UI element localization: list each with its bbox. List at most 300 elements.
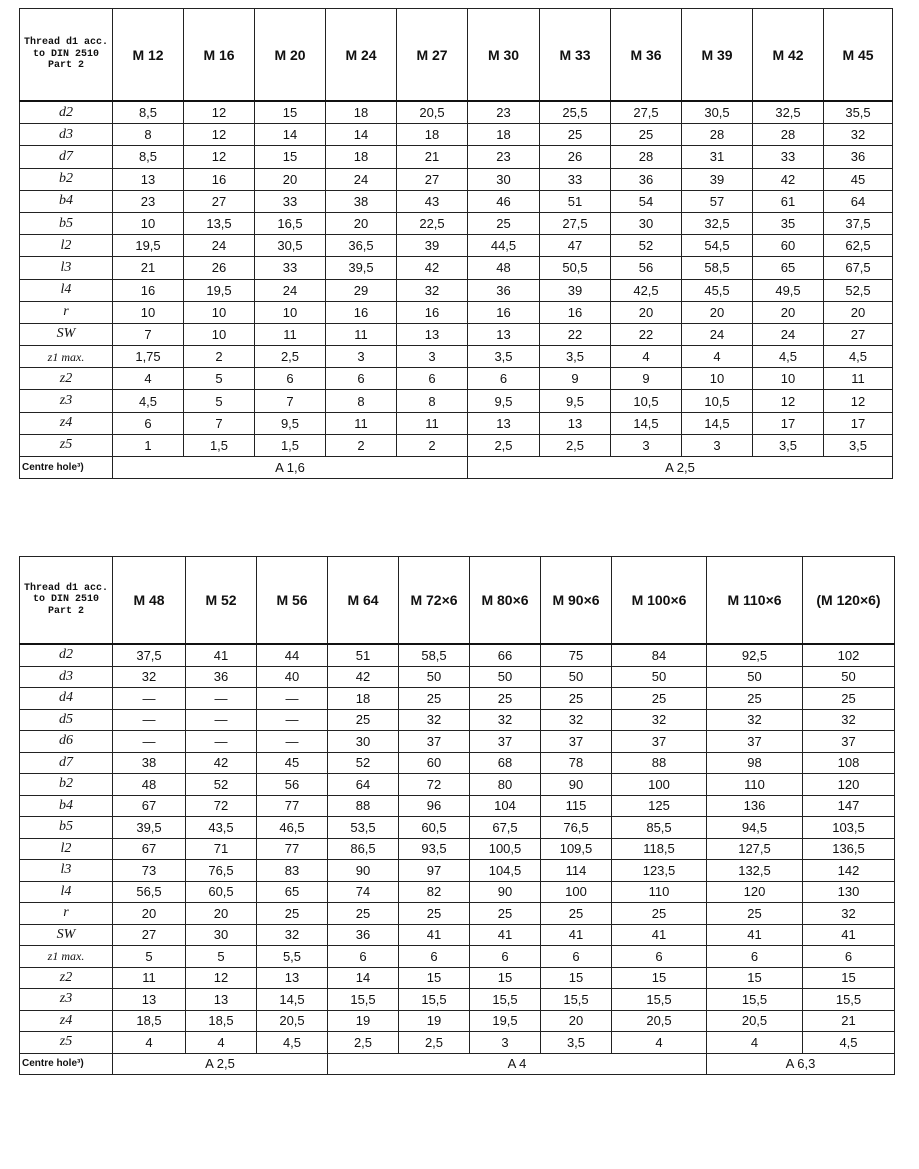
- table-cell: 67,5: [824, 257, 893, 279]
- table-cell: 10: [113, 212, 184, 234]
- table-cell: 6: [612, 946, 707, 968]
- table-cell: 10,5: [611, 390, 682, 412]
- table-cell: 100: [541, 881, 612, 903]
- table-cell: 39: [540, 279, 611, 301]
- table-cell: 71: [186, 838, 257, 860]
- table-cell: 37: [399, 731, 470, 753]
- table-cell: 36: [186, 666, 257, 688]
- centre-hole-label: Centre hole³): [20, 457, 113, 479]
- table-row: [20, 903, 895, 925]
- table-cell: 20: [326, 212, 397, 234]
- table-cell: 13: [468, 412, 540, 434]
- table-cell: 60: [399, 752, 470, 774]
- table-cell: 118,5: [612, 838, 707, 860]
- table-cell: 51: [540, 190, 611, 212]
- table-cell: 44,5: [468, 235, 540, 257]
- table-cell: 60,5: [186, 881, 257, 903]
- row-label: z5: [20, 1032, 113, 1054]
- table-cell: 25: [470, 688, 541, 710]
- table-cell: 3,5: [753, 434, 824, 456]
- table-cell: 27: [184, 190, 255, 212]
- table-cell: 24: [184, 235, 255, 257]
- table-cell: 14,5: [611, 412, 682, 434]
- table-cell: 25: [541, 903, 612, 925]
- table-row: [20, 368, 893, 390]
- table-cell: 25: [707, 903, 803, 925]
- table-cell: 20: [753, 301, 824, 323]
- table-cell: 72: [186, 795, 257, 817]
- table-cell: 57: [682, 190, 753, 212]
- row-label: z3: [20, 989, 113, 1011]
- table-cell: 15,5: [470, 989, 541, 1011]
- table-row: [20, 838, 895, 860]
- table-cell: 15,5: [803, 989, 895, 1011]
- table-cell: 2: [184, 346, 255, 368]
- table-cell: 100: [612, 774, 707, 796]
- table-cell: 102: [803, 644, 895, 666]
- table-cell: —: [186, 688, 257, 710]
- table-cell: 32: [803, 709, 895, 731]
- table-cell: 6: [397, 368, 468, 390]
- row-label: d7: [20, 752, 113, 774]
- table-cell: 15: [707, 967, 803, 989]
- table-cell: 36: [328, 924, 399, 946]
- table-cell: 11: [397, 412, 468, 434]
- table-cell: 11: [255, 323, 326, 345]
- table-cell: 90: [470, 881, 541, 903]
- table-cell: 28: [611, 146, 682, 168]
- table-cell: 49,5: [753, 279, 824, 301]
- thread-size-header: M 30: [468, 9, 540, 102]
- table-cell: 12: [753, 390, 824, 412]
- table-cell: 25: [328, 903, 399, 925]
- table-row: [20, 688, 895, 710]
- thread-size-header: M 100×6: [612, 557, 707, 645]
- table-cell: 10: [184, 323, 255, 345]
- table-cell: 3,5: [824, 434, 893, 456]
- table-cell: 2,5: [255, 346, 326, 368]
- table-cell: 15,5: [612, 989, 707, 1011]
- table-cell: 2: [326, 434, 397, 456]
- table-cell: 62,5: [824, 235, 893, 257]
- table-row: [20, 390, 893, 412]
- table-cell: 45,5: [682, 279, 753, 301]
- table-row: [20, 731, 895, 753]
- table-cell: 9: [540, 368, 611, 390]
- table-cell: 38: [113, 752, 186, 774]
- table-cell: 12: [824, 390, 893, 412]
- table-cell: 19: [328, 1010, 399, 1032]
- table-cell: 88: [612, 752, 707, 774]
- table-cell: 8: [113, 124, 184, 146]
- table-cell: 43: [397, 190, 468, 212]
- table-cell: 28: [682, 124, 753, 146]
- table-cell: 4,5: [113, 390, 184, 412]
- row-label: z4: [20, 1010, 113, 1032]
- table-cell: 16: [184, 168, 255, 190]
- table-cell: 41: [186, 644, 257, 666]
- table-cell: 15: [399, 967, 470, 989]
- table-row: [20, 774, 895, 796]
- thread-size-header: M 90×6: [541, 557, 612, 645]
- table-cell: 147: [803, 795, 895, 817]
- table-cell: 92,5: [707, 644, 803, 666]
- table-cell: 4: [707, 1032, 803, 1054]
- table-cell: 98: [707, 752, 803, 774]
- table-cell: 25: [540, 124, 611, 146]
- table-cell: 44: [257, 644, 328, 666]
- table-cell: 15,5: [541, 989, 612, 1011]
- thread-size-header: M 110×6: [707, 557, 803, 645]
- table-cell: 7: [113, 323, 184, 345]
- table-cell: 6: [399, 946, 470, 968]
- table-cell: 132,5: [707, 860, 803, 882]
- table-cell: 15,5: [399, 989, 470, 1011]
- table-cell: 58,5: [682, 257, 753, 279]
- table-row: [20, 860, 895, 882]
- table-cell: 12: [184, 146, 255, 168]
- table-cell: 32: [824, 124, 893, 146]
- table-cell: 19,5: [470, 1010, 541, 1032]
- row-label: b4: [20, 190, 113, 212]
- table-cell: 7: [255, 390, 326, 412]
- table-cell: 11: [326, 323, 397, 345]
- table-cell: 1,5: [184, 434, 255, 456]
- table-cell: 25: [399, 903, 470, 925]
- table-cell: 23: [468, 101, 540, 124]
- table-row: [20, 346, 893, 368]
- table-cell: 24: [255, 279, 326, 301]
- row-label: b5: [20, 212, 113, 234]
- table-cell: 51: [328, 644, 399, 666]
- row-label: l2: [20, 838, 113, 860]
- table-cell: 15: [470, 967, 541, 989]
- table-cell: 14: [326, 124, 397, 146]
- table-cell: 52: [328, 752, 399, 774]
- table-cell: 13: [257, 967, 328, 989]
- table-row: [20, 124, 893, 146]
- table-cell: 26: [184, 257, 255, 279]
- table-cell: 10: [682, 368, 753, 390]
- table-cell: 4: [612, 1032, 707, 1054]
- table-cell: 33: [540, 168, 611, 190]
- table-cell: 125: [612, 795, 707, 817]
- table-cell: 2,5: [399, 1032, 470, 1054]
- table-row: [20, 666, 895, 688]
- table-cell: 27,5: [540, 212, 611, 234]
- table-cell: 6: [470, 946, 541, 968]
- table-cell: 32: [397, 279, 468, 301]
- thread-size-header: M 20: [255, 9, 326, 102]
- table-cell: —: [257, 709, 328, 731]
- table-cell: 4,5: [824, 346, 893, 368]
- table-cell: 110: [707, 774, 803, 796]
- table-cell: 8,5: [113, 146, 184, 168]
- table-cell: 136,5: [803, 838, 895, 860]
- table-cell: 33: [255, 257, 326, 279]
- row-label: z3: [20, 390, 113, 412]
- table-cell: 18: [328, 688, 399, 710]
- table-row: [20, 323, 893, 345]
- table-row: [20, 146, 893, 168]
- table-cell: 22: [540, 323, 611, 345]
- table-cell: 56: [257, 774, 328, 796]
- table-cell: 6: [255, 368, 326, 390]
- table-cell: 45: [257, 752, 328, 774]
- table-cell: 72: [399, 774, 470, 796]
- table-cell: 86,5: [328, 838, 399, 860]
- table-cell: —: [186, 731, 257, 753]
- thread-size-header: M 64: [328, 557, 399, 645]
- table-cell: 108: [803, 752, 895, 774]
- table-cell: 26: [540, 146, 611, 168]
- table-cell: 115: [541, 795, 612, 817]
- centre-hole-value: A 2,5: [468, 457, 893, 479]
- table-cell: 39,5: [326, 257, 397, 279]
- table-cell: 123,5: [612, 860, 707, 882]
- table-cell: 84: [612, 644, 707, 666]
- table-cell: —: [186, 709, 257, 731]
- table-cell: 3: [326, 346, 397, 368]
- table-cell: 15: [803, 967, 895, 989]
- table-cell: 14,5: [257, 989, 328, 1011]
- table-cell: 50: [803, 666, 895, 688]
- table-cell: 2,5: [468, 434, 540, 456]
- table-cell: 37: [707, 731, 803, 753]
- table-cell: 60,5: [399, 817, 470, 839]
- table-cell: 103,5: [803, 817, 895, 839]
- table-cell: 20: [255, 168, 326, 190]
- table-cell: 30,5: [255, 235, 326, 257]
- table-cell: 21: [803, 1010, 895, 1032]
- table-cell: 32: [612, 709, 707, 731]
- table-cell: 46,5: [257, 817, 328, 839]
- table-cell: 77: [257, 795, 328, 817]
- table-cell: 10: [753, 368, 824, 390]
- table-cell: 25: [541, 688, 612, 710]
- table-cell: 22,5: [397, 212, 468, 234]
- table-cell: 50: [541, 666, 612, 688]
- table-cell: 50: [707, 666, 803, 688]
- table-cell: 37: [541, 731, 612, 753]
- table-cell: 3,5: [540, 346, 611, 368]
- table-cell: 1,5: [255, 434, 326, 456]
- table-cell: 66: [470, 644, 541, 666]
- table-cell: 10: [255, 301, 326, 323]
- row-label: z1 max.: [20, 946, 113, 968]
- table-row: [20, 190, 893, 212]
- table-cell: 100,5: [470, 838, 541, 860]
- centre-hole-value: A 6,3: [707, 1053, 895, 1075]
- table-cell: 5: [113, 946, 186, 968]
- table-cell: 39: [397, 235, 468, 257]
- row-label: l4: [20, 881, 113, 903]
- table-cell: 90: [541, 774, 612, 796]
- table-cell: 25: [707, 688, 803, 710]
- table-cell: 56,5: [113, 881, 186, 903]
- table-cell: —: [113, 688, 186, 710]
- row-label: l3: [20, 257, 113, 279]
- table-cell: 33: [753, 146, 824, 168]
- table-cell: 25: [611, 124, 682, 146]
- table-cell: 13: [113, 168, 184, 190]
- table-cell: 67: [113, 795, 186, 817]
- row-label: b5: [20, 817, 113, 839]
- table-cell: 25: [612, 688, 707, 710]
- table-cell: 3: [682, 434, 753, 456]
- thread-size-header: M 42: [753, 9, 824, 102]
- table-cell: 32: [707, 709, 803, 731]
- table-cell: 35,5: [824, 101, 893, 124]
- table-cell: 42,5: [611, 279, 682, 301]
- table-cell: 20,5: [707, 1010, 803, 1032]
- thread-size-header: M 72×6: [399, 557, 470, 645]
- table-cell: 3,5: [468, 346, 540, 368]
- thread-size-header: M 80×6: [470, 557, 541, 645]
- table-cell: 16: [326, 301, 397, 323]
- table-cell: 12: [184, 101, 255, 124]
- table-row: [20, 752, 895, 774]
- table-cell: 61: [753, 190, 824, 212]
- table-cell: 127,5: [707, 838, 803, 860]
- table-cell: 4: [611, 346, 682, 368]
- table-cell: 82: [399, 881, 470, 903]
- table-cell: 142: [803, 860, 895, 882]
- table-cell: 20,5: [257, 1010, 328, 1032]
- thread-size-header: M 39: [682, 9, 753, 102]
- header-row: [20, 557, 895, 645]
- table-cell: 40: [257, 666, 328, 688]
- table-cell: 93,5: [399, 838, 470, 860]
- table-cell: 25: [399, 688, 470, 710]
- table-cell: 7: [184, 412, 255, 434]
- table-cell: 19: [399, 1010, 470, 1032]
- table-cell: 15,5: [707, 989, 803, 1011]
- table-cell: 15: [612, 967, 707, 989]
- table-cell: 18: [326, 101, 397, 124]
- table-cell: 32: [541, 709, 612, 731]
- table-cell: 19,5: [184, 279, 255, 301]
- table-cell: 48: [113, 774, 186, 796]
- table-cell: 32,5: [753, 101, 824, 124]
- table-cell: 136: [707, 795, 803, 817]
- table-cell: 60: [753, 235, 824, 257]
- table-cell: 64: [328, 774, 399, 796]
- table-cell: 35: [753, 212, 824, 234]
- thread-size-header: M 27: [397, 9, 468, 102]
- table-cell: 41: [541, 924, 612, 946]
- table-cell: 8: [326, 390, 397, 412]
- table-cell: —: [257, 688, 328, 710]
- table-row: [20, 924, 895, 946]
- table-cell: 13,5: [184, 212, 255, 234]
- row-label: z2: [20, 967, 113, 989]
- table-cell: 76,5: [541, 817, 612, 839]
- header-row: [20, 9, 893, 102]
- table-cell: 10: [184, 301, 255, 323]
- table-cell: 43,5: [186, 817, 257, 839]
- table-cell: 2,5: [328, 1032, 399, 1054]
- table-cell: 16,5: [255, 212, 326, 234]
- table-cell: 18: [468, 124, 540, 146]
- table-cell: 30: [328, 731, 399, 753]
- table-cell: 27: [824, 323, 893, 345]
- table-row: [20, 709, 895, 731]
- table-cell: 23: [113, 190, 184, 212]
- table-row: [20, 434, 893, 456]
- table-row: [20, 644, 895, 666]
- table-cell: 3,5: [541, 1032, 612, 1054]
- table-cell: 18,5: [186, 1010, 257, 1032]
- table-cell: 13: [113, 989, 186, 1011]
- thread-size-header: M 45: [824, 9, 893, 102]
- table-cell: 32: [470, 709, 541, 731]
- table-cell: 13: [540, 412, 611, 434]
- table-cell: 13: [397, 323, 468, 345]
- table-cell: 10,5: [682, 390, 753, 412]
- table-cell: 20: [611, 301, 682, 323]
- thread-size-header: M 52: [186, 557, 257, 645]
- table-cell: 16: [113, 279, 184, 301]
- table-cell: 67: [113, 838, 186, 860]
- row-label: b2: [20, 168, 113, 190]
- table-cell: 104: [470, 795, 541, 817]
- table-cell: 73: [113, 860, 186, 882]
- table-cell: 18: [326, 146, 397, 168]
- table-cell: 96: [399, 795, 470, 817]
- table-cell: 6: [707, 946, 803, 968]
- table-cell: 52: [186, 774, 257, 796]
- table-cell: 39: [682, 168, 753, 190]
- table-row: [20, 967, 895, 989]
- table-cell: 37: [470, 731, 541, 753]
- table-cell: 22: [611, 323, 682, 345]
- table-row: [20, 1010, 895, 1032]
- table-cell: 56: [611, 257, 682, 279]
- table-cell: 29: [326, 279, 397, 301]
- table-cell: 37: [803, 731, 895, 753]
- centre-hole-value: A 1,6: [113, 457, 468, 479]
- table-cell: 32: [257, 924, 328, 946]
- table-row: [20, 257, 893, 279]
- table-cell: —: [113, 731, 186, 753]
- row-label: l2: [20, 235, 113, 257]
- row-label: d3: [20, 124, 113, 146]
- table-cell: 13: [186, 989, 257, 1011]
- row-label: z1 max.: [20, 346, 113, 368]
- table-cell: 4,5: [753, 346, 824, 368]
- table-cell: 120: [707, 881, 803, 903]
- table-cell: 36: [611, 168, 682, 190]
- table-row: [20, 989, 895, 1011]
- table-cell: 54,5: [682, 235, 753, 257]
- row-label: r: [20, 903, 113, 925]
- dimension-table-m48-m120: [19, 556, 895, 1075]
- table-cell: 46: [468, 190, 540, 212]
- table-cell: 14: [255, 124, 326, 146]
- table-cell: 8: [397, 390, 468, 412]
- thread-size-header: M 48: [113, 557, 186, 645]
- thread-size-header: M 36: [611, 9, 682, 102]
- table-row: [20, 279, 893, 301]
- table-cell: 42: [328, 666, 399, 688]
- table-cell: 48: [468, 257, 540, 279]
- table-cell: 6: [328, 946, 399, 968]
- row-label: l3: [20, 860, 113, 882]
- thread-size-header: M 24: [326, 9, 397, 102]
- table-cell: 11: [824, 368, 893, 390]
- table-cell: 36: [468, 279, 540, 301]
